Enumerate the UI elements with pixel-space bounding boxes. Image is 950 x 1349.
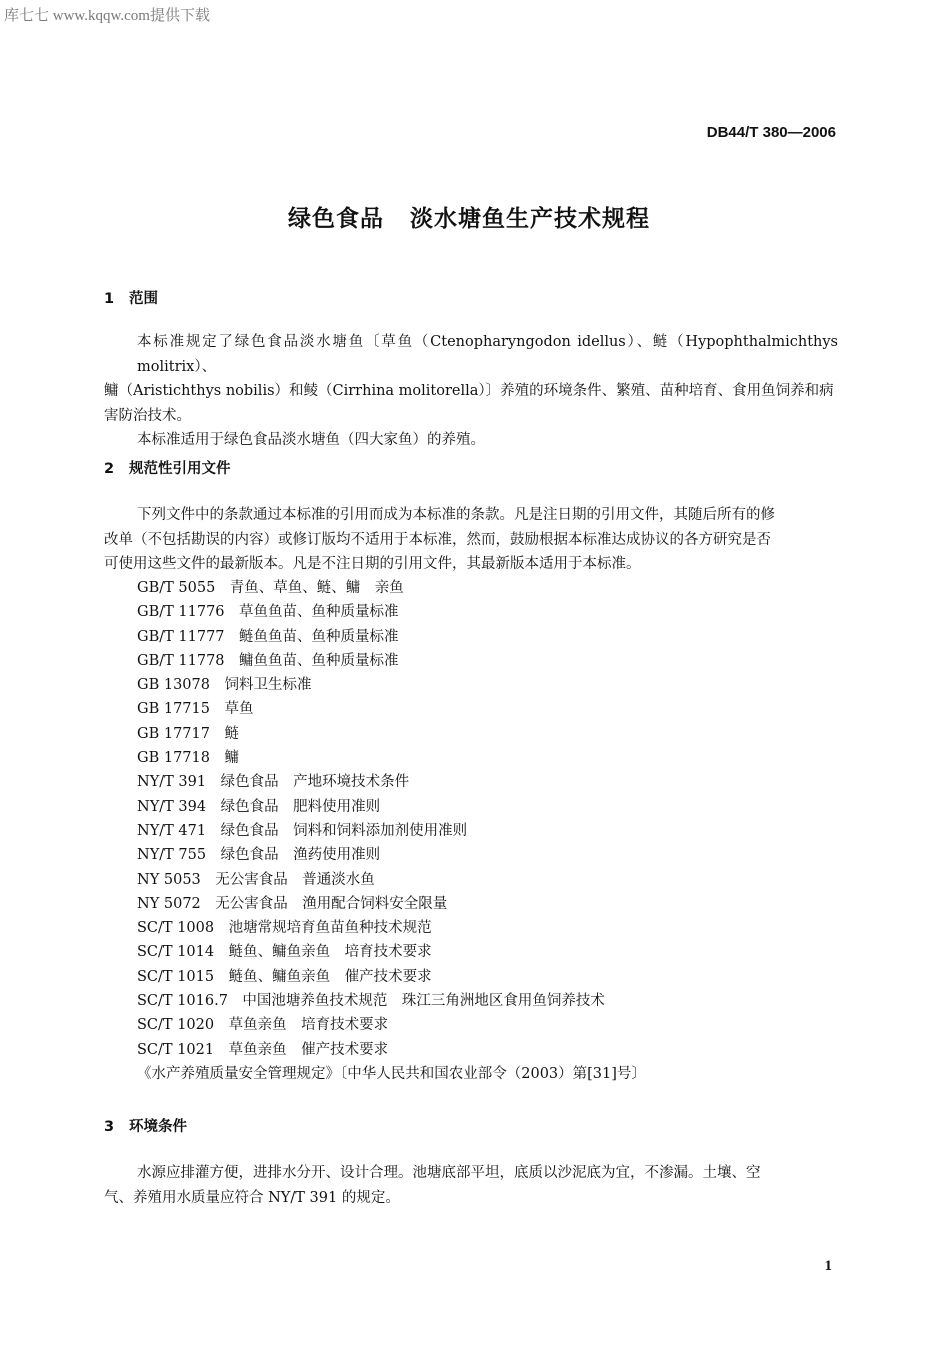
reference-item: GB 13078 饲料卫生标准 bbox=[137, 677, 312, 694]
section-number: 3 bbox=[104, 1119, 115, 1135]
title-part-1: 绿色食品 bbox=[288, 206, 384, 232]
reference-item: NY/T 755 绿色食品 渔药使用准则 bbox=[137, 847, 381, 864]
section-3-paragraph bbox=[104, 1161, 838, 1210]
reference-item: GB/T 5055 青鱼、草鱼、鲢、鳙 亲鱼 bbox=[137, 580, 404, 596]
paragraph-line: 水源应排灌方便，进排水分开、设计合理。池塘底部平坦，底质以沙泥底为宜，不渗漏。土壤、空 bbox=[137, 1165, 761, 1181]
section-1-heading bbox=[104, 287, 158, 308]
reference-item: SC/T 1014 鲢鱼、鳙鱼亲鱼 培育技术要求 bbox=[137, 944, 432, 961]
paragraph-line: 可使用这些文件的最新版本。凡是不注日期的引用文件，其最新版本适用于本标准。 bbox=[104, 556, 641, 572]
reference-list bbox=[137, 576, 646, 1086]
paragraph-line: 鳙（Aristichthys nobilis）和鲮（Cirrhina molitorella）〕养殖的环境条件、繁殖、苗种培育、食用鱼饲养和病 bbox=[104, 383, 834, 399]
reference-item: SC/T 1008 池塘常规培育鱼苗鱼种技术规范 bbox=[137, 920, 432, 937]
paragraph-line: 本标准规定了绿色食品淡水塘鱼〔草鱼（Ctenopharyngodon idellus）、鲢（Hypophthalmichthys molitrix）、 bbox=[137, 334, 838, 375]
paragraph-line: 气、养殖用水质量应符合 NY/T 391 的规定。 bbox=[104, 1189, 400, 1206]
reference-item: SC/T 1020 草鱼亲鱼 培育技术要求 bbox=[137, 1017, 389, 1034]
reference-item: NY/T 471 绿色食品 饲料和饲料添加剂使用准则 bbox=[137, 822, 468, 839]
section-title: 规范性引用文件 bbox=[129, 461, 231, 477]
reference-item: GB 17717 鲢 bbox=[137, 725, 239, 742]
reference-item: NY/T 391 绿色食品 产地环境技术条件 bbox=[137, 774, 410, 791]
reference-item: GB 17718 鳙 bbox=[137, 750, 239, 767]
section-title: 范围 bbox=[129, 291, 158, 307]
reference-item: SC/T 1016.7 中国池塘养鱼技术规范 珠江三角洲地区食用鱼饲养技术 bbox=[137, 993, 605, 1010]
reference-item: GB 17715 草鱼 bbox=[137, 701, 254, 718]
reference-item: SC/T 1015 鲢鱼、鳙鱼亲鱼 催产技术要求 bbox=[137, 968, 432, 985]
section-number: 1 bbox=[104, 291, 115, 307]
reference-item: NY/T 394 绿色食品 肥料使用准则 bbox=[137, 798, 381, 815]
standard-code: DB44/T 380—2006 bbox=[706, 124, 836, 141]
reference-item: NY 5072 无公害食品 渔用配合饲料安全限量 bbox=[137, 895, 448, 912]
section-2-heading bbox=[104, 457, 231, 478]
paragraph-line: 本标准适用于绿色食品淡水塘鱼（四大家鱼）的养殖。 bbox=[137, 432, 485, 448]
reference-item: GB/T 11778 鳙鱼鱼苗、鱼种质量标准 bbox=[137, 652, 399, 669]
title-part-2: 淡水塘鱼生产技术规程 bbox=[410, 206, 650, 232]
page-number: 1 bbox=[824, 1258, 832, 1274]
section-2-paragraph bbox=[104, 503, 838, 577]
page-title bbox=[0, 200, 938, 233]
section-1-scope-paragraph bbox=[104, 330, 838, 453]
section-title: 环境条件 bbox=[129, 1119, 187, 1135]
reference-item: NY 5053 无公害食品 普通淡水鱼 bbox=[137, 871, 375, 888]
watermark: 库七七 www.kqqw.com提供下载 bbox=[4, 8, 210, 24]
reference-item: GB/T 11777 鲢鱼鱼苗、鱼种质量标准 bbox=[137, 628, 399, 645]
reference-item: 《水产养殖质量安全管理规定》〔中华人民共和国农业部令（2003）第[31]号〕 bbox=[137, 1065, 646, 1082]
section-number: 2 bbox=[104, 461, 115, 477]
paragraph-line: 改单（不包括勘误的内容）或修订版均不适用于本标准，然而，鼓励根据本标准达成协议的各方研究是否 bbox=[104, 531, 771, 548]
reference-item: GB/T 11776 草鱼鱼苗、鱼种质量标准 bbox=[137, 604, 399, 621]
paragraph-line: 害防治技术。 bbox=[104, 407, 191, 424]
section-3-heading bbox=[104, 1115, 187, 1136]
paragraph-line: 下列文件中的条款通过本标准的引用而成为本标准的条款。凡是注日期的引用文件，其随后所有的修 bbox=[137, 507, 775, 523]
reference-item: SC/T 1021 草鱼亲鱼 催产技术要求 bbox=[137, 1041, 389, 1058]
